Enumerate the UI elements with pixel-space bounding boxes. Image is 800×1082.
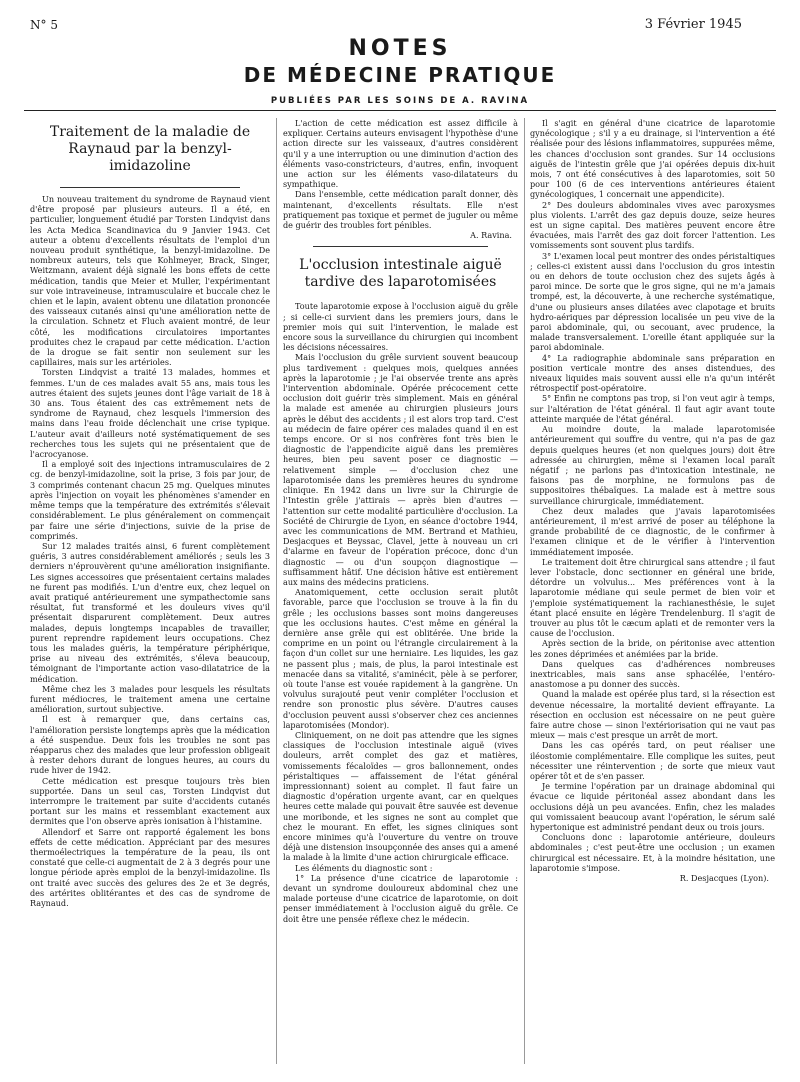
article2-paragraph: Toute laparotomie expose à l'occlusion aiguë du grêle ; si celle-ci survient dans les premiers jours, dans le premier mois qui suit l'intervention, le malade est encore sous la surveillance du chirurgien qui incombent les décisions nécessaires. <box>283 301 518 353</box>
article1-paragraph: Allendorf et Sarre ont rapporté également les bons effets de cette médication. Appréciant par des mesures thermoélectriques la température de la peau, ils ont constaté que celle-ci augmentait de 2 à 3 degrés pour une longue période après emploi de la benzyl-imidazoline. Ils ont traité avec succès des gelures des 2e et 3e degrés, des artérites oblitérantes et des cas de syndrome de Raynaud. <box>30 826 270 909</box>
article2-paragraph: 1° La présence d'une cicatrice de laparotomie : devant un syndrome douloureux abdominal chez une malade porteuse d'une cicatrice de laparotomie, on doit penser immédiatement à l'occlusion aiguë du grêle. Ce doit être une pensée réflexe chez le médecin. <box>283 872 518 924</box>
article2-paragraph: 5° Enfin ne comptons pas trop, si l'on veut agir à temps, sur l'altération de l'état général. Il faut agir avant toute atteinte marquée de l'état général. <box>530 393 775 424</box>
article1-paragraph: L'action de cette médication est assez difficile à expliquer. Certains auteurs envisagent l'hypothèse d'une action directe sur les vaisseaux, d'autres considèrent qu'il y a une interruption ou une diminution d'action des éléments vaso-constricteurs, d'autres, enfin, invoquent une action sur les éléments vaso-dilatateurs du sympathique. <box>283 118 518 190</box>
article2-paragraph: Je termine l'opération par un drainage abdominal qui évacue ce liquide péritonéal assez abondant dans les occlusions déjà un peu avancées. Enfin, chez les malades qui vomissaient beaucoup avant l'opération, le sérum salé hypertonique est administré pendant deux ou trois jours. <box>530 781 775 833</box>
article2-paragraph: Dans quelques cas d'adhérences nombreuses inextricables, mais sans anse sphacélée, l'entéro-anastomose a pu donner des succès. <box>530 658 775 690</box>
article1-title: Traitement de la maladie de Raynaud par la benzyl-imidazoline <box>49 124 251 174</box>
column-divider-2 <box>524 118 525 1064</box>
article2-paragraph: Anatomiquement, cette occlusion serait plutôt favorable, parce que l'occlusion se trouve à la fin du grêle ; les occlusions basses sont moins dangereuses que les occlusions hautes. C'est même en général la dernière anse grêle qui est oblitérée. Une bride la comprime en un point ou l'étrangle circulairement à la façon d'un collet sur une herniaire. Les liquides, les gaz ne passent plus ; mais, de plus, la paroi intestinale est menacée dans sa vitalité, s'aminécit, pèle à se perforer, où toute l'anse est vouée rapidement à la gangrène. Un volvulus surajouté peut venir compléter l'occlusion et rendre son pronostic plus sévère. D'autres causes d'occlusion peuvent aussi s'observer chez ces anciennes laparotomisées (Mondor). <box>283 587 518 730</box>
article2-paragraph: Dans les cas opérés tard, on peut réaliser une iléostomie complémentaire. Elle complique les suites, peut nécessiter une réintervention ; de sorte que mieux vaut opérer tôt et de s'en passer. <box>530 740 775 781</box>
article1-paragraph: Cette médication est presque toujours très bien supportée. Dans un seul cas, Torsten Lindqvist dut interrompre le traitement par suite d'accidents cutanés portant sur les mains et ressemblant exactement aux dermites que l'on observe après ionisation à l'histamine. <box>30 775 270 827</box>
article2-paragraph: Concluons donc : laparotomie antérieure, douleurs abdominales ; c'est peut-être une occlusion ; un examen chirurgical est nécessaire. Et, à la moindre hésitation, une laparotomie s'impose. <box>530 832 775 873</box>
article1-paragraph: Il est à remarquer que, dans certains cas, l'amélioration persiste longtemps après que la médication a été suspendue. Deux fois les troubles ne sont pas réapparus chez des malades que leur profession obligeait à rester dehors durant de longues heures, au cours du rude hiver de 1942. <box>30 714 270 776</box>
article1-paragraph: Même chez les 3 malades pour lesquels les résultats furent médiocres, le traitement amena une certaine amélioration, surtout subjective. <box>30 683 270 715</box>
column-3 <box>530 118 775 1064</box>
article2-paragraph: Quand la malade est opérée plus tard, si la résection est devenue nécessaire, la mortalité devient effrayante. La résection en occlusion est nécessaire on ne peut guère faire autre chose — sinon l'extériorisation qui ne vaut pas mieux — mais c'est presque un arrêt de mort. <box>530 689 775 741</box>
article1-paragraph: Sur 12 malades traités ainsi, 6 furent complètement guéris, 3 autres considérablement améliorés ; seuls les 3 derniers n'éprouvèrent qu'une amélioration insignifiante. Les signes accessoires que présentaient certains malades ne furent pas modifiés. L'un d'entre eux, chez lequel on avait pratiqué antérieurement une sympathectomie sans résultat, fut transformé et les douleurs vives qu'il présentait disparurent complètement. Deux autres malades, depuis longtemps incapables de travailler, purent reprendre rapidement leurs occupations. Chez tous les malades guéris, la température périphérique, prise au niveau des extrémités, s'éleva beaucoup, témoignant de l'importante action vaso-dilatatrice de la médication. <box>30 540 270 684</box>
article1-paragraph: Un nouveau traitement du syndrome de Raynaud vient d'être proposé par plusieurs auteurs. Il a été, en particulier, longuement étudié par Torsten Lindqvist dans les Acta Medica Scandinavica du 9 Janvier 1943. Cet auteur a obtenu d'excellents résultats de l'emploi d'un nouveau produit synthétique, la benzyl-imidazoline. De nombreux auteurs, tels que Kohlmeyer, Brack, Singer, Weitzmann, avaient déjà signalé les bons effets de cette médication, tandis que Meier et Muller, l'expérimentant sur voie intraveineuse, intramusculaire et buccale chez le chien et le lapin, avaient obtenu une dilatation prononcée des vaisseaux cutanés ainsi qu'une amélioration nette de la circulation. Schnetz et Fluch avaient montré, de leur côté, les modifications circulatoires importantes produites chez le crapaud par cette médication. L'action de la drogue se fait sentir non seulement sur les capillaires, mais sur les artérioles. <box>30 194 270 368</box>
issue-date: 3 Février 1945 <box>644 17 742 32</box>
article2-title: L'occlusion intestinale aiguë tardive des laparotomisées <box>299 257 502 291</box>
article2-paragraph: Au moindre doute, la malade laparotomisée antérieurement qui souffre du ventre, qui n'a pas de gaz depuis quelques heures (et non quelques jours) doit être adressée au chirurgien, même si l'examen local paraît négatif ; ne parlons pas d'intoxication intestinale, ne faisons pas de morphine, ne formulons pas de suppositoires thébaïques. La malade est à mettre sous surveillance chirurgicale, immédiatement. <box>530 424 775 506</box>
article1-paragraph: Il a employé soit des injections intramusculaires de 2 cg. de benzyl-imidazoline, soit la prise, 3 fois par jour, de 3 comprimés contenant chacun 25 mg. Quelques minutes après l'injection on voyait les phénomènes s'amender en même temps que la température des extrémités s'élevait considérablement. Le plus généralement on commençait par faire une série d'injections, suivie de la prise de comprimés. <box>30 459 270 541</box>
masthead-title-line2: DE MÉDECINE PRATIQUE <box>243 63 557 87</box>
article1-title-rule <box>60 187 240 188</box>
article2-paragraph: Chez deux malades que j'avais laparotomisées antérieurement, il m'est arrivé de poser au téléphone la grande probabilité de ce diagnostic, de le confirmer à l'examen clinique et de le vérifier à l'intervention immédiatement imposée. <box>530 505 775 557</box>
article2-paragraph: Mais l'occlusion du grêle survient souvent beaucoup plus tardivement : quelques mois, quelques années après la laparotomie ; je l'ai observée trente ans après l'intervention abdominale. Opérée précocement cette occlusion doit guérir très simplement. Mais en général la malade est amenée au chirurgien plusieurs jours après le début des accidents ; il est alors trop tard. C'est au médecin de faire opérer ces malades quand il en est temps encore. Or si nos confrères font très bien le diagnostic de l'appendicite aiguë dans les premières heures, bien peu savent poser ce diagnostic — relativement simple — d'occlusion chez une laparotomisée dans les premières heures du syndrome clinique. En 1942 dans un livre sur la Chirurgie de l'Intestin grêle j'attirais — après bien d'autres — l'attention sur cette modalité particulière d'occlusion. La Société de Chirurgie de Lyon, en séance d'octobre 1944, avec les communications de MM. Bertrand et Mathieu, Desjacques et Beyssac, Clavel, jette à nouveau un cri d'alarme en faveur de l'opération précoce, donc d'un diagnostic — ou d'un soupçon diagnostique — suffisamment hâtif. Une décision hâtive est entièrement aux mains des médecins praticiens. <box>283 352 518 587</box>
masthead-subtitle: PUBLIÉES PAR LES SOINS DE A. RAVINA <box>270 96 530 106</box>
article2-paragraph: 3° L'examen local peut montrer des ondes péristaltiques ; celles-ci existent aussi dans l'occlusion du gros intestin ou en dehors de toute occlusion chez des sujets âgés à paroi mince. De sorte que le gros signe, qui ne m'a jamais trompé, est, la découverte, à une recherche systématique, d'une ou plusieurs anses dilatées avec clapotage et bruits hydro-aériques par dépression localisée un peu vive de la paroi abdominale, qui, ou secouant, avec prudence, la malade transversalement. L'oreille étant appliquée sur la paroi abdominale. <box>530 250 775 353</box>
article2-signature: R. Desjacques (Lyon). <box>679 873 769 884</box>
page-number: N° 5 <box>30 18 58 32</box>
masthead-title-line1: NOTES <box>348 36 452 61</box>
article1-signature: A. Ravina. <box>470 230 512 241</box>
article1-paragraph: Dans l'ensemble, cette médication paraît donner, dès maintenant, d'excellents résultats. Elle n'est pratiquement pas toxique et permet de juguler ou même de guérir des troubles fort pénibles. <box>283 189 518 231</box>
column-divider-1 <box>276 118 277 1064</box>
article2-paragraph: Les éléments du diagnostic sont : <box>295 862 433 873</box>
column-2 <box>283 118 518 1064</box>
article2-paragraph: Cliniquement, on ne doit pas attendre que les signes classiques de l'occlusion intestinale aiguë (vives douleurs, arrêt complet des gaz et matières, vomissements fécaloïdes — gros ballonnement, ondes péristaltiques — affaissement de l'état général impressionnant) soient au complet. Il faut faire un diagnostic d'opération urgente avant, car en quelques heures cette malade qui pouvait être sauvée est devenue une moribonde, et les signes ne sont au complet que chez le mourant. En effet, les signes cliniques sont encore minimes qu'à l'ouverture du ventre on trouve déjà une distension insoupçonnée des anses qui a amené la malade à la limite d'une action chirurgicale efficace. <box>283 729 518 863</box>
article2-paragraph: 2° Des douleurs abdominales vives avec paroxysmes plus violents. L'arrêt des gaz depuis douze, seize heures est un signe capital. Des matières peuvent encore être évacuées, mais l'arrêt des gaz doit forcer l'attention. Les vomissements sont souvent plus tardifs. <box>530 199 775 251</box>
article2-paragraph: Après section de la bride, on péritonise avec attention les zones déprimées et anémiées par la bride. <box>530 638 775 659</box>
article2-paragraph: 4° La radiographie abdominale sans préparation en position verticale montre des anses distendues, des niveaux liquides mais souvent aussi elle n'a qu'un intérêt rétrospectif post-opératoire. <box>530 352 775 394</box>
article2-paragraph: Le traitement doit être chirurgical sans attendre ; il faut lever l'obstacle, donc sectionner en général une bride, détordre un volvulus... Mes préférences vont à la laparotomie médiane qui seule permet de bien voir et j'emploie systématiquement la rachianesthésie, le sujet étant placé ensuite en légère Trendelenburg. Il s'agit de trouver au plus tôt le cæcum aplati et de remonter vers la cause de l'occlusion. <box>530 556 775 639</box>
header-rule <box>24 110 776 111</box>
column-1 <box>30 118 270 1064</box>
masthead <box>0 36 800 106</box>
article1-paragraph: Torsten Lindqvist a traité 13 malades, hommes et femmes. L'un de ces malades avait 55 ans, mais tous les autres étaient des sujets jeunes dont l'âge variait de 18 à 30 ans. Tous étaient des cas extrêmement nets de syndrome de Raynaud, chez lesquels l'immersion des mains dans l'eau froide déclenchait une crise typique. L'auteur avait d'ailleurs noté systématiquement de ses recherches tous les sujets qui ne présentaient que de l'acrocyanose. <box>30 367 270 460</box>
article2-top-rule <box>313 246 488 247</box>
article2-paragraph: Il s'agit en général d'une cicatrice de laparotomie gynécologique ; s'il y a eu drainage, si l'intervention a été réalisée pour des lésions inflammatoires, suppurées même, les chances d'occlusion sont grandes. Sur 14 occlusions aiguës de l'intestin grêle que j'ai opérées depuis dix-huit mois, 7 ont été consécutives à des laparotomies, soit 50 pour 100 (6 de ces interventions antérieures étaient gynécologiques, 1 concernait une appendicite). <box>530 118 775 200</box>
